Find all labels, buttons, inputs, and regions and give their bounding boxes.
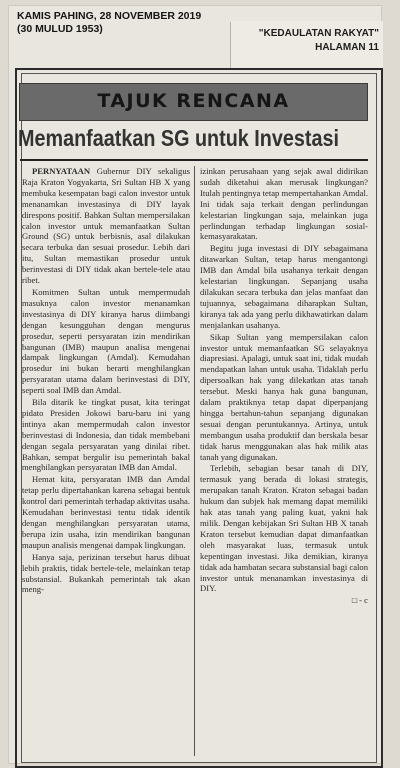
left-column: [22, 166, 190, 758]
edition-info: [17, 10, 232, 36]
paragraph-text: Gubernur DIY sekaligus Raja Kraton Yogyakarta, Sri Sultan HB X yang membuka kesempatan bagi calon investor untuk menanamkan investasinya di DIY layak direspons positif. Bahkan Sultan mempersilakan calon investor untuk memanfaatkan Sultan Ground (SG) untuk berbisnis, asal dilakukan secara terbuka dan sesuai prosedur. Lebih dari itu, Sultan memastikan prosedur untuk berinvestasi di DIY tidak akan bertele-tele atau ribet.: [22, 166, 190, 286]
section-title: TAJUK RENCANA: [97, 90, 290, 112]
end-mark: □ - c: [351, 595, 368, 606]
paragraph: Begitu juga investasi di DIY sebagaimana ditawarkan Sultan, tetap harus mengantongi IMB dan Amdal bila usahanya terkait dengan kelestarian lingkungan. Sepanjang usaha dilakukan secara terbuka dan jelas manfaat dan tujuannya, sebagaimana diharapkan Sultan, kiranya tak ada yang perlu dikhawatirkan dalam menjalankan usahanya.: [200, 243, 368, 330]
right-column: [200, 166, 368, 758]
headline: Memanfaatkan SG untuk Investasi: [18, 125, 339, 151]
paragraph: Hemat kita, persyaratan IMB dan Amdal tetap perlu dipertahankan karena sebagai bentuk kontrol dari pemerintah terhadap aktivitas usaha. Kemudahan berinvestasi tentu tidak identik dengan menghilangkan persyaratan utama, berupa izin usaha, izin mendirikan bangunan maupun analisis mengenai dampak lingkungan.: [22, 474, 190, 550]
column-divider: [194, 166, 195, 756]
section-banner: [19, 83, 368, 121]
paragraph: Komitmen Sultan untuk mempermudah masuknya calon investor menanamkan investasinya di DIY kiranya harus diimbangi dengan kesungguhan dengan mengurus prosedur, seperti persyaratan izin mendirikan bangunan (IMB) maupun analisa mengenai dampak lingkungan (Amdal). Kemudahan prosedur ini bukan berarti menghilangkan persyaratan utama dalam berinvestasi di DIY, seperti soal IMB dan Amdal.: [22, 286, 190, 396]
paragraph: Terlebih, sebagian besar tanah di DIY, termasuk yang berada di lokasi strategis, merupakan tanah Kraton. Kraton sebagai badan hukum dan subjek hak memang dapat memiliki hak atas tanah yang paling kuat, yakni hak milik. Dengan kebijakan Sri Sultan HB X tanah Kraton tersebut kemudian dapat dimanfaatkan oleh masyarakat luas, termasuk untuk kepentingan investasi. Jika demikian, kiranya tidak ada hambatan secara substansial bagi calon investor untuk menanamkan investasinya di DIY.: [200, 463, 368, 594]
paragraph: Bila ditarik ke tingkat pusat, kita teringat pidato Presiden Jokowi baru-baru ini yang intinya akan mempermudah calon investor berinvestasi di Indonesia, dan tidak membebani dengan segala persyaratan yang dinilai ribet. Bahkan, sempat bergulir isu pemerintah bakal menghilangkan persyaratan IMB dan Amdal.: [22, 397, 190, 473]
page-number: HALAMAN 11: [315, 42, 379, 53]
date-line: KAMIS PAHING, 28 NOVEMBER 2019: [17, 10, 202, 22]
hijri-date-line: (30 MULUD 1953): [17, 23, 103, 35]
publication-tag: [231, 21, 383, 69]
paragraph: izinkan perusahaan yang sejak awal didirikan sudah diketahui akan merusak lingkungan? Itulah pentingnya tetap mempertahankan Amdal. Ini tidak saja terkait dengan perlindungan kelestarian lingkungan saja, melainkan juga perlindungan terhadap lingkungan sosial-kemasyarakatan.: [200, 166, 368, 242]
publication-name: "KEDAULATAN RAKYAT": [258, 28, 379, 39]
paragraph: Sikap Sultan yang mempersilakan calon investor untuk memanfaatkan SG selayaknya diapresiasi. Apalagi, untuk saat ini, tidak mudah mendapatkan lahan untuk usaha. Tidaklah perlu dipersoalkan hak yang dilekatkan atas tanah tersebut. Meski hanya hak guna bangunan, dalam praktiknya tetap dapat diperpanjang hingga bertahun-tahun sepanjang digunakan sesuai dengan peruntukannya. Artinya, untuk membangun usaha produktif dan berskala besar tidak harus menggunakan alas hak milik atas tanah yang digunakan.: [200, 331, 368, 462]
headline-rule: [20, 159, 368, 161]
paragraph: Hanya saja, perizinan tersebut harus dibuat lebih praktis, tidak bertele-tele, melainkan tetap substansial. Bukankah pemerintah tak akan meng-: [22, 551, 190, 595]
lead-word: PERNYATAAN: [32, 166, 91, 176]
paragraph: [22, 166, 190, 286]
